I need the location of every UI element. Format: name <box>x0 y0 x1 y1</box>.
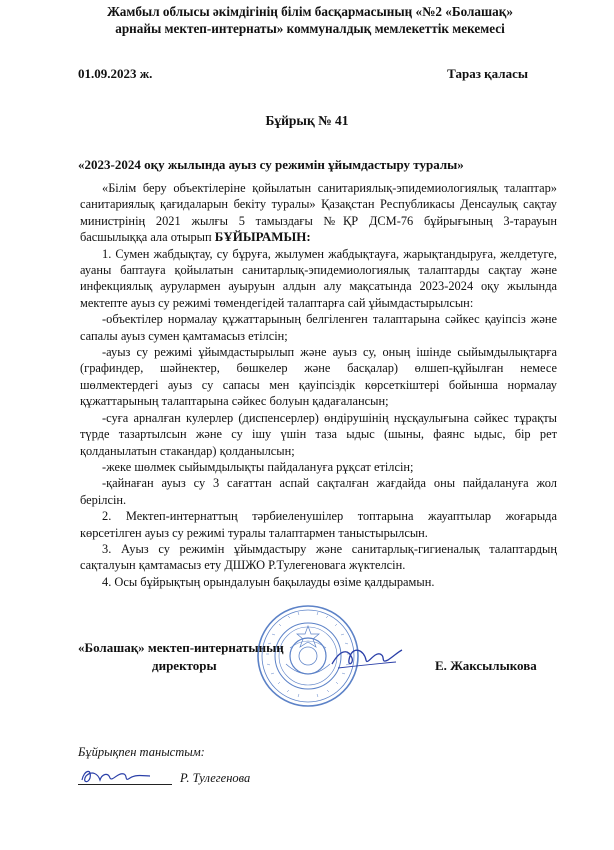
order-title: Бұйрық № 41 <box>265 113 349 128</box>
institution-header <box>60 3 560 37</box>
item-1-bullet-2: -ауыз су режимі ұйымдастырылып және ауыз су, оның ішінде сыйымдылықтарға (графиндер, шәйнектер, бөшкелер және басқалар) өлшеп-құйылған немесе шөлмектердегі ауыз су сапасы мен қауіпсіздік көрсеткіштері бойынша нормалау құжаттарының талаптарына сәйкес болуын қадағалансын; <box>80 345 557 409</box>
date-location-row <box>78 66 528 82</box>
item-4: 4. Осы бұйрықтың орындалуын бақылауды өзіме қалдырамын. <box>102 574 435 589</box>
director-signature <box>330 640 404 674</box>
order-city: Тараз қаласы <box>447 66 528 81</box>
item-3: 3. Ауыз су режимін ұйымдастыру және санитарлық-гигиеналық талаптардың сақталуын қамтамасыз ету ДШЖО Р.Тулегеновага жүктелсін. <box>80 541 557 573</box>
item-1: 1. Сумен жабдықтау, су бұруға, жылумен жабдықтауға, жарықтандыруға, желдетуге, ауаны баптауға қойылатын санитарлық-эпидемиологиялық талаптарды сақтау және инфекциялық аурулармен ауыруын алдын алу мақсатында 2023-2024 оқу жылында мектепте ауыз су режимі төмендегідей талаптарға сай ұйымдастырылсын: <box>80 246 557 310</box>
item-1-bullet-3: -суға арналған кулерлер (диспенсерлер) өндірушінің нұсқаулығына сәйкес тұрақты түрде тазартылсын және су ішу үшін таза ыдыс (шыны, фаянс ыдыс, бір рет қолданылатын стакандар) қолданылсын; <box>80 410 557 458</box>
item-1-bullet-1: -объектілер нормалау құжаттарының белгіленген талаптарына сәйкес қауіпсіз және сапалы ауыз сумен қамтамасыз етілсін; <box>80 312 557 343</box>
intro-text: «Білім беру объектілеріне қойылатын санитариялық-эпидемиологиялық талаптар» санитариялық қағидаларын бекіту туралы» Қазақстан Республикасы Денсаулық сақтау министрінің 2021 жылғы 5 тамыздағы №ҚР ДСМ-76 бұйрығының 3-тарауын басшылыққа ала отырып <box>80 181 557 245</box>
item-1-bullet-4: -жеке шөлмек сыйымдылықты пайдалануға рұқсат етілсін; <box>102 459 414 474</box>
signature-name: Е. Жаксылыкова <box>435 658 537 673</box>
order-subject: «2023-2024 оқу жылында ауыз су режимін ұйымдастыру туралы» <box>78 157 464 172</box>
signature-org: «Болашақ» мектеп-интернатының <box>78 640 284 655</box>
acknowledgement-name: Р. Тулегенова <box>180 771 251 785</box>
acknowledgement-line <box>78 784 172 785</box>
item-2: 2. Мектеп-интернаттың тәрбиеленушілер топтарына жауаптылар жоғарыда көрсетілген ауыз су режимі туралы талаптармен таныстырылсын. <box>80 509 557 540</box>
acknowledgement-label: Бұйрықпен таныстым: <box>78 745 205 759</box>
header-line-2: арнайы мектеп-интернаты» коммуналдық мемлекеттік мекемесі <box>115 21 505 36</box>
intro-paragraph <box>80 180 557 246</box>
header-line-1: Жамбыл облысы әкімдігінің білім басқармасының «№2 «Болашақ» <box>107 4 513 19</box>
signature-role: директоры <box>152 658 217 673</box>
item-1-bullet-5: -қайнаған ауыз су 3 сағаттан аспай сақталған жағдайда оны пайдалануға жол берілсін. <box>80 476 557 507</box>
order-keyword: БҰЙЫРАМЫН: <box>214 229 311 245</box>
order-body <box>80 180 557 590</box>
order-date: 01.09.2023 ж. <box>78 66 153 81</box>
acknowledgement-signature <box>78 764 170 786</box>
